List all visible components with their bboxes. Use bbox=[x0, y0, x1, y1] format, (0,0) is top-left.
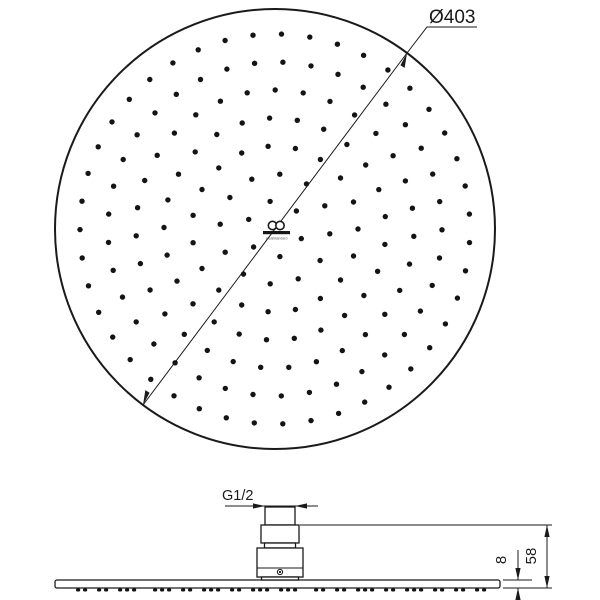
shower-plate bbox=[55, 580, 500, 588]
spray-nozzle-dot bbox=[265, 309, 270, 314]
connector-neck bbox=[265, 543, 296, 548]
spray-nozzle-dot bbox=[390, 153, 395, 158]
spray-nozzle-dot bbox=[280, 421, 285, 426]
spray-nozzle-dot bbox=[252, 420, 257, 425]
plate-nozzle-dot bbox=[342, 589, 346, 592]
spray-nozzle-dot bbox=[418, 308, 423, 313]
spray-nozzle-dot bbox=[407, 86, 412, 91]
plate-nozzle-dot bbox=[321, 589, 325, 592]
spray-nozzle-dot bbox=[407, 261, 412, 266]
ceiling-connector bbox=[257, 507, 303, 580]
spray-nozzle-dot bbox=[134, 233, 139, 238]
spray-nozzle-dot bbox=[176, 172, 181, 177]
spray-nozzle-dot bbox=[317, 258, 322, 263]
spray-nozzle-dot bbox=[164, 252, 169, 257]
plate-nozzle-dot bbox=[251, 589, 255, 592]
spray-nozzle-dot bbox=[342, 313, 347, 318]
spray-nozzle-dot bbox=[308, 63, 313, 68]
spray-nozzle-dot bbox=[273, 87, 278, 92]
brand-logo-text: IdealStandard bbox=[265, 236, 288, 241]
spray-nozzle-dot bbox=[467, 211, 472, 216]
plate-nozzle-dot bbox=[188, 589, 192, 592]
spray-nozzle-dot bbox=[127, 97, 132, 102]
spray-nozzle-dot bbox=[408, 366, 413, 371]
spray-nozzle-dot bbox=[151, 341, 156, 346]
plate-nozzle-dot bbox=[370, 589, 374, 592]
connector-screw-center bbox=[279, 571, 281, 573]
spray-nozzle-dot bbox=[277, 172, 282, 177]
plate-nozzle-dot bbox=[335, 589, 339, 592]
spray-nozzle-dot bbox=[373, 131, 378, 136]
height-dimension bbox=[523, 525, 550, 588]
spray-nozzle-dot bbox=[327, 99, 332, 104]
spray-nozzle-dot bbox=[322, 203, 327, 208]
plate-nozzle-dot bbox=[209, 589, 213, 592]
spray-nozzle-dot bbox=[240, 120, 245, 125]
plate-nozzle-dot bbox=[279, 589, 283, 592]
spray-nozzle-dot bbox=[224, 415, 229, 420]
spray-nozzle-dot bbox=[142, 178, 147, 183]
spray-nozzle-dot bbox=[293, 307, 298, 312]
spray-nozzle-dot bbox=[214, 132, 219, 137]
spray-nozzle-dot bbox=[426, 107, 431, 112]
spray-nozzle-dot bbox=[419, 146, 424, 151]
height-arrow-top-icon bbox=[544, 525, 549, 537]
spray-nozzle-dot bbox=[190, 240, 195, 245]
spray-nozzle-dot bbox=[96, 144, 101, 149]
spray-nozzle-dot bbox=[172, 360, 177, 365]
spray-nozzle-dot bbox=[411, 234, 416, 239]
plate-nozzle-dot bbox=[461, 589, 465, 592]
spray-nozzle-dot bbox=[292, 336, 297, 341]
spray-nozzle-dot bbox=[197, 406, 202, 411]
plate-nozzle-dot bbox=[482, 589, 486, 592]
brand-logo-bar bbox=[263, 231, 290, 234]
spray-nozzle-dot bbox=[376, 187, 381, 192]
spray-nozzle-dot bbox=[321, 127, 326, 132]
spray-nozzle-dot bbox=[161, 225, 166, 230]
spray-nozzle-dot bbox=[338, 175, 343, 180]
spray-nozzle-dot bbox=[174, 278, 179, 283]
spray-nozzle-dot bbox=[128, 357, 133, 362]
spray-nozzle-dot bbox=[110, 334, 115, 339]
spray-nozzle-dot bbox=[410, 206, 415, 211]
spray-nozzle-dot bbox=[250, 33, 255, 38]
spray-nozzle-dot bbox=[467, 240, 472, 245]
spray-nozzle-dot bbox=[241, 271, 246, 276]
spray-nozzle-dot bbox=[386, 385, 391, 390]
plate-nozzle-dot bbox=[286, 589, 290, 592]
spray-nozzle-dot bbox=[318, 157, 323, 162]
spray-nozzle-dot bbox=[199, 266, 204, 271]
spray-nozzle-dot bbox=[223, 250, 228, 255]
plate-nozzle-dot bbox=[118, 589, 122, 592]
spray-nozzle-dot bbox=[361, 85, 366, 90]
spray-nozzle-dot bbox=[85, 171, 90, 176]
spray-nozzle-dot bbox=[293, 146, 298, 151]
spray-nozzle-dot bbox=[174, 92, 179, 97]
spray-nozzle-dot bbox=[239, 150, 244, 155]
thread-dimension bbox=[222, 488, 318, 509]
side-view bbox=[55, 488, 552, 600]
spray-nozzle-dot bbox=[218, 99, 223, 104]
spray-nozzle-dot bbox=[80, 255, 85, 260]
spray-nozzle-dot bbox=[79, 199, 84, 204]
spray-nozzle-dot bbox=[237, 331, 242, 336]
plate-nozzle-dot bbox=[230, 589, 234, 592]
spray-nozzle-dot bbox=[382, 242, 387, 247]
spray-nozzle-dot bbox=[138, 261, 143, 266]
thickness-arrow-top-icon bbox=[515, 568, 520, 580]
spray-nozzle-dot bbox=[280, 60, 285, 65]
spray-nozzle-dot bbox=[279, 393, 284, 398]
spray-nozzle-dot bbox=[307, 34, 312, 39]
spray-nozzle-dot bbox=[314, 359, 319, 364]
plate-nozzle-dot bbox=[475, 589, 479, 592]
spray-nozzle-dot bbox=[212, 319, 217, 324]
spray-nozzle-dot bbox=[190, 213, 195, 218]
spray-nozzle-dot bbox=[205, 348, 210, 353]
plate-nozzle-dot bbox=[433, 589, 437, 592]
spray-nozzle-dot bbox=[335, 42, 340, 47]
spray-nozzle-dot bbox=[267, 115, 272, 120]
spray-nozzle-dot bbox=[437, 255, 442, 260]
spray-nozzle-dot bbox=[227, 195, 232, 200]
plate-nozzle-dot bbox=[202, 589, 206, 592]
spray-nozzle-dot bbox=[193, 149, 198, 154]
spray-nozzle-dot bbox=[170, 60, 175, 65]
spray-nozzle-dot bbox=[252, 61, 257, 66]
plate-nozzle-dot bbox=[419, 589, 423, 592]
spray-nozzle-dot bbox=[336, 411, 341, 416]
diameter-leader-line bbox=[407, 27, 477, 53]
spray-nozzle-dot bbox=[307, 390, 312, 395]
spray-nozzle-dot bbox=[268, 281, 273, 286]
spray-nozzle-dot bbox=[296, 276, 301, 281]
spray-nozzle-dot bbox=[355, 226, 360, 231]
plate-nozzle-dot bbox=[97, 589, 101, 592]
spray-nozzle-dot bbox=[443, 321, 448, 326]
plate-nozzle-dot bbox=[181, 589, 185, 592]
spray-nozzle-dot bbox=[155, 153, 160, 158]
spray-nozzle-dot bbox=[216, 287, 221, 292]
spray-nozzle-dot bbox=[148, 377, 153, 382]
spray-nozzle-dot bbox=[249, 177, 254, 182]
spray-nozzle-dot bbox=[231, 359, 236, 364]
spray-nozzle-dot bbox=[318, 327, 323, 332]
plate-nozzle-dot bbox=[104, 589, 108, 592]
spray-nozzle-dot bbox=[172, 130, 177, 135]
spray-nozzle-dot bbox=[359, 369, 364, 374]
spray-nozzle-dot bbox=[338, 277, 343, 282]
plate-nozzle-dot bbox=[76, 589, 80, 592]
spray-nozzle-dot bbox=[199, 187, 204, 192]
spray-nozzle-dot bbox=[430, 171, 435, 176]
spray-nozzle-dot bbox=[245, 90, 250, 95]
spray-nozzle-dot bbox=[258, 365, 263, 370]
spray-nozzle-dot bbox=[427, 345, 432, 350]
plate-nozzle-dot bbox=[405, 589, 409, 592]
spray-nozzle-dot bbox=[267, 199, 272, 204]
spray-nozzle-dot bbox=[294, 208, 299, 213]
spray-nozzle-dot bbox=[334, 382, 339, 387]
spray-nozzle-dot bbox=[375, 269, 380, 274]
plate-nozzle-dot bbox=[258, 589, 262, 592]
spray-nozzle-dot bbox=[361, 53, 366, 58]
spray-nozzle-dot bbox=[111, 184, 116, 189]
spray-nozzle-dot bbox=[224, 66, 229, 71]
spray-nozzle-dot bbox=[198, 77, 203, 82]
spray-nozzle-dot bbox=[344, 142, 349, 147]
spray-nozzle-dot bbox=[222, 38, 227, 43]
plate-nozzle-dot bbox=[412, 589, 416, 592]
spray-nozzle-dot bbox=[383, 102, 388, 107]
spray-nozzle-dot bbox=[106, 211, 111, 216]
spray-nozzle-dot bbox=[403, 178, 408, 183]
thickness-arrow-bottom-icon bbox=[515, 588, 520, 600]
spray-nozzle-dot bbox=[216, 165, 221, 170]
spray-nozzle-dot bbox=[250, 392, 255, 397]
spray-nozzle-dot bbox=[109, 119, 114, 124]
spray-nozzle-dot bbox=[152, 110, 157, 115]
plate-nozzle-dot bbox=[356, 589, 360, 592]
spray-nozzle-dot bbox=[382, 312, 387, 317]
height-label: 58 bbox=[523, 547, 540, 565]
spray-nozzle-dot bbox=[277, 254, 282, 259]
spray-nozzle-dot bbox=[121, 157, 126, 162]
spray-nozzle-dot bbox=[383, 214, 388, 219]
spray-nozzle-dot bbox=[171, 393, 176, 398]
spray-nozzle-dot bbox=[437, 199, 442, 204]
spray-nozzle-dot bbox=[223, 386, 228, 391]
spray-nozzle-dot bbox=[120, 294, 125, 299]
spray-nozzle-dot bbox=[327, 231, 332, 236]
plate-nozzle-dot bbox=[293, 589, 297, 592]
spray-nozzle-dot bbox=[286, 365, 291, 370]
thickness-label: 8 bbox=[493, 555, 510, 565]
spray-nozzle-dot bbox=[382, 352, 387, 357]
plate-nozzle-dot bbox=[265, 589, 269, 592]
spray-nozzle-dot bbox=[351, 253, 356, 258]
spray-nozzle-dot bbox=[335, 72, 340, 77]
plate-nozzle-dot bbox=[391, 589, 395, 592]
spray-nozzle-dot bbox=[147, 287, 152, 292]
spray-nozzle-dot bbox=[251, 244, 256, 249]
spray-nozzle-dot bbox=[455, 295, 460, 300]
plate-nozzle-dot bbox=[153, 589, 157, 592]
spray-nozzle-dot bbox=[301, 90, 306, 95]
spray-nozzle-dot bbox=[363, 162, 368, 167]
spray-nozzle-dot bbox=[165, 197, 170, 202]
connector-thread-stem bbox=[265, 507, 295, 525]
spray-nozzle-dot bbox=[318, 296, 323, 301]
spray-nozzle-dot bbox=[430, 283, 435, 288]
plate-nozzle-row bbox=[76, 589, 486, 592]
spray-nozzle-dot bbox=[385, 67, 390, 72]
spray-nozzle-dot bbox=[442, 130, 447, 135]
plate-nozzle-dot bbox=[314, 589, 318, 592]
spray-nozzle-dot bbox=[134, 132, 139, 137]
diameter-label: Ø403 bbox=[429, 7, 476, 28]
top-view bbox=[55, 7, 495, 449]
spray-nozzle-dot bbox=[265, 144, 270, 149]
spray-nozzle-dot bbox=[304, 181, 309, 186]
spray-nozzle-dot bbox=[463, 183, 468, 188]
spray-nozzle-dot bbox=[86, 283, 91, 288]
spray-nozzle-dot bbox=[147, 77, 152, 82]
spray-nozzle-dot bbox=[299, 236, 304, 241]
plate-nozzle-dot bbox=[384, 589, 388, 592]
spray-nozzle-dot bbox=[439, 227, 444, 232]
spray-nozzle-dot bbox=[463, 268, 468, 273]
spray-nozzle-dot bbox=[361, 293, 366, 298]
plate-nozzle-dot bbox=[440, 589, 444, 592]
connector-nut bbox=[261, 525, 299, 543]
plate-nozzle-dot bbox=[216, 589, 220, 592]
plate-nozzle-dot bbox=[363, 589, 367, 592]
spray-nozzle-dot bbox=[454, 156, 459, 161]
plate-nozzle-dot bbox=[454, 589, 458, 592]
thread-arrow-left-icon bbox=[253, 503, 265, 508]
spray-nozzle-dot bbox=[182, 332, 187, 337]
spray-nozzle-dot bbox=[264, 337, 269, 342]
spray-nozzle-dot bbox=[196, 375, 201, 380]
spray-nozzle-dot bbox=[239, 302, 244, 307]
spray-nozzle-dot bbox=[363, 332, 368, 337]
spray-nozzle-dot bbox=[196, 47, 201, 52]
spray-nozzle-dot bbox=[308, 418, 313, 423]
height-arrow-bottom-icon bbox=[544, 576, 549, 588]
spray-nozzle-dot bbox=[362, 399, 367, 404]
plate-nozzle-dot bbox=[83, 589, 87, 592]
connector-base-flange bbox=[262, 577, 299, 580]
spray-nozzle-dot bbox=[279, 31, 284, 36]
brand-logo-circle-right bbox=[276, 221, 284, 229]
thread-label: G1/2 bbox=[222, 488, 254, 504]
plate-nozzle-dot bbox=[160, 589, 164, 592]
spray-nozzle-dot bbox=[351, 199, 356, 204]
spray-nozzle-dot bbox=[295, 118, 300, 123]
spray-nozzle-dot bbox=[190, 301, 195, 306]
spray-nozzle-dot bbox=[340, 348, 345, 353]
spray-nozzle-dot bbox=[134, 319, 139, 324]
spray-nozzle-dot bbox=[352, 112, 357, 117]
spray-nozzle-dot bbox=[246, 217, 251, 222]
spray-nozzle-dot bbox=[193, 112, 198, 117]
spray-nozzle-dot bbox=[397, 288, 402, 293]
thickness-dimension bbox=[493, 550, 521, 600]
spray-nozzle-dot bbox=[403, 122, 408, 127]
plate-nozzle-dot bbox=[132, 589, 136, 592]
thread-arrow-right-icon bbox=[295, 503, 307, 508]
spray-nozzle-dot bbox=[111, 268, 116, 273]
spray-nozzle-dot bbox=[106, 240, 111, 245]
spray-nozzle-dot bbox=[96, 310, 101, 315]
plate-nozzle-dot bbox=[125, 589, 129, 592]
spray-nozzle-dot bbox=[135, 205, 140, 210]
spray-nozzle-dot bbox=[77, 227, 82, 232]
spray-nozzle-dot bbox=[218, 222, 223, 227]
spray-nozzle-dot bbox=[402, 332, 407, 337]
plate-nozzle-dot bbox=[237, 589, 241, 592]
spray-nozzle-dot bbox=[162, 311, 167, 316]
plate-nozzle-dot bbox=[167, 589, 171, 592]
